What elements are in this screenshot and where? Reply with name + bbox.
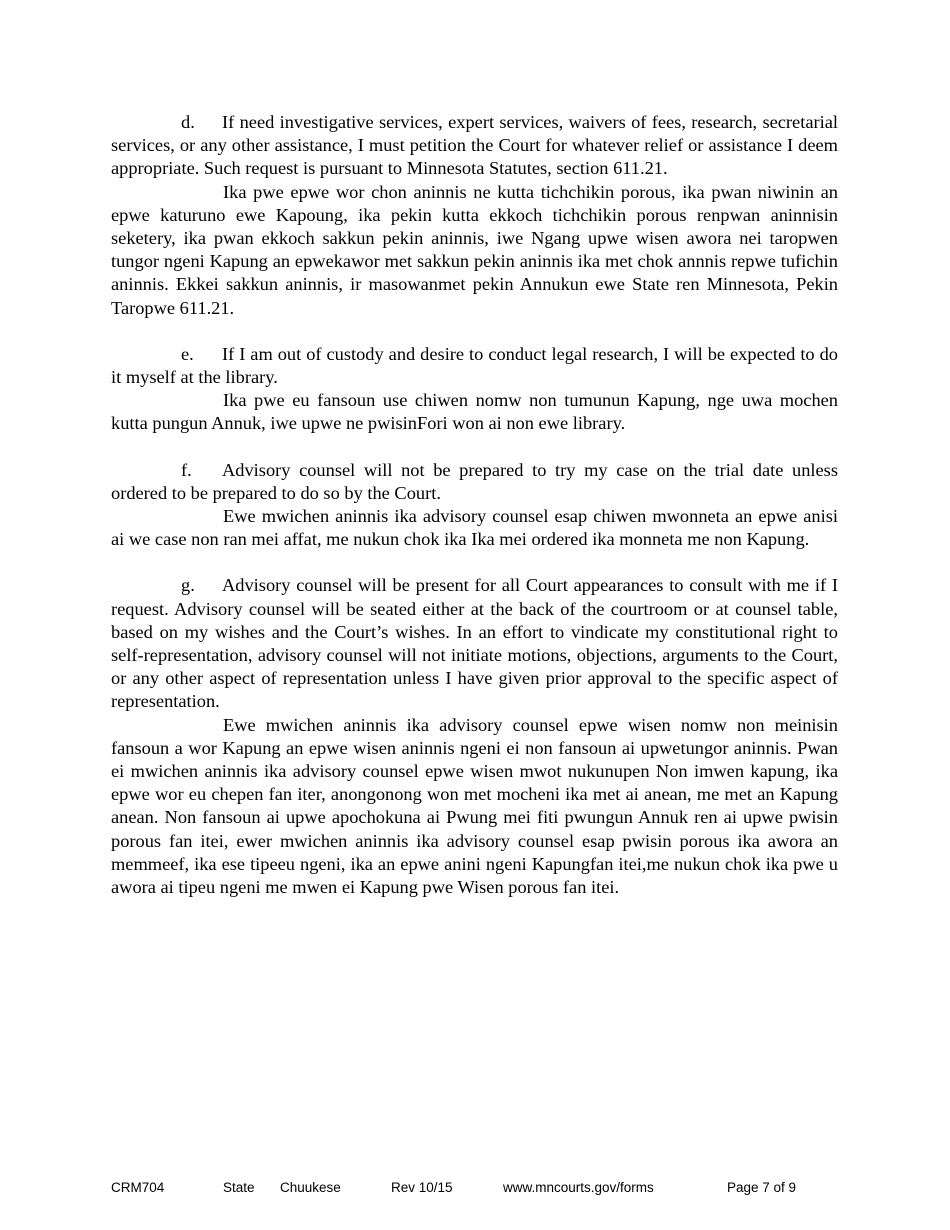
item-letter: g.: [181, 575, 195, 596]
form-number: CRM704: [111, 1180, 165, 1195]
section-e: [111, 343, 838, 436]
english-paragraph: [111, 459, 838, 505]
english-text: Advisory counsel will be present for all Court appearances to consult with me if I request. Advisory counsel will be seated either at the back of the courtroom or at counsel table, based on my wishes and the Court’s wishes. In an effort to vindicate my constitutional right to self-representation, advisory counsel will not initiate motions, objections, arguments to the Court, or any other aspect of representation unless I have given prior approval to the specific aspect of representation.: [111, 575, 838, 712]
chuukese-translation: Ewe mwichen aninnis ika advisory counsel esap chiwen mwonneta an epwe anisi ai we case non ran mei affat, me nukun chok ika Ika mei ordered ika monneta me non Kapung.: [111, 506, 838, 550]
footer-language: Chuukese: [280, 1180, 341, 1195]
section-d: [111, 111, 838, 320]
page-footer: [0, 1180, 950, 1198]
revision-date: Rev 10/15: [391, 1180, 453, 1195]
english-text: If need investigative services, expert services, waivers of fees, research, secretarial services, or any other assistance, I must petition the Court for whatever relief or assistance I deem appropriate. Such request is pursuant to Minnesota Statutes, section 611.21.: [111, 112, 838, 179]
english-paragraph: [111, 111, 838, 181]
section-f: [111, 459, 838, 552]
document-body: [111, 111, 838, 899]
section-spacer: [111, 551, 838, 574]
forms-website: www.mncourts.gov/forms: [503, 1180, 654, 1195]
section-spacer: [111, 436, 838, 459]
page-number: Page 7 of 9: [727, 1180, 797, 1195]
chuukese-translation: Ika pwe eu fansoun use chiwen nomw non tumunun Kapung, nge uwa mochen kutta pungun Annuk, iwe upwe ne pwisinFori won ai non ewe library.: [111, 390, 838, 434]
section-spacer: [111, 320, 838, 343]
section-g: [111, 574, 838, 899]
chuukese-translation: Ika pwe epwe wor chon aninnis ne kutta tichchikin porous, ika pwan niwinin an epwe katuruno ewe Kapoung, ika pekin kutta ekkoch tichchikin porous renpwan aninnisin seketery, ika pwan ekkoch sakkun pekin aninnis, iwe Ngang upwe wisen awora nei taropwen tungor ngeni Kapung an epwekawor met sakkun pekin aninnis ika met chok annnis repwe tufichin aninnis. Ekkei sakkun aninnis, ir masowanmet pekin Annukun ewe State ren Minnesota, Pekin Taropwe 611.21.: [111, 181, 838, 318]
item-letter: f.: [181, 459, 192, 480]
english-text: Advisory counsel will not be prepared to try my case on the trial date unless ordered to be prepared to do so by the Court.: [111, 459, 838, 503]
item-letter: e.: [181, 343, 194, 364]
english-paragraph: [111, 343, 838, 389]
chuukese-translation: Ewe mwichen aninnis ika advisory counsel epwe wisen nomw non meinisin fansoun a wor Kapung an epwe wisen aninnis ngeni ei non fansoun ai upwetungor aninnis. Pwan ei mwichen aninnis ika advisory counsel epwe wisen mwot nukunupen Non imwen kapung, ika epwe wor eu chepen fan iter, anongonong won met mocheni ika met ai anean, me met an Kapung anean. Non fansoun ai upwe apochokuna ai Pwung mei fiti pwungun Annuk ren ai upwe pwisin porous fan itei, ewer mwichen aninnis ika advisory counsel esap pwisin porous ika awora an memmeef, ika ese tipeeu ngeni, ika an epwe anini ngeni Kapungfan itei,me nukun chok ika pwe u awora ai tipeu ngeni me mwen ei Kapung pwe Wisen porous fan itei.: [111, 714, 838, 898]
english-text: If I am out of custody and desire to conduct legal research, I will be expected to do it myself at the library.: [111, 343, 838, 388]
item-letter: d.: [181, 112, 195, 132]
english-paragraph: [111, 574, 838, 713]
footer-state: State: [223, 1180, 255, 1195]
